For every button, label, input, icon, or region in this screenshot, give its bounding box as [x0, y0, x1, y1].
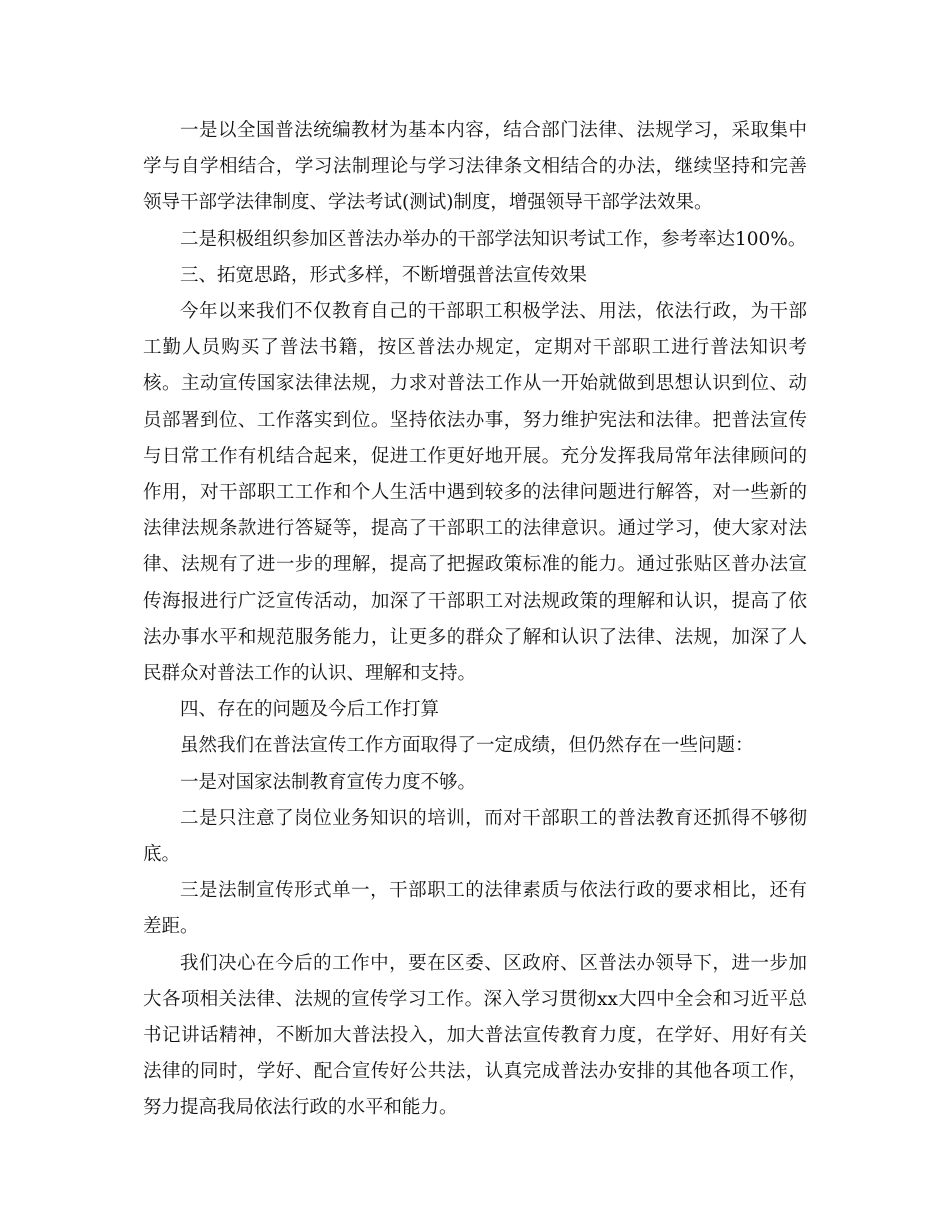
document-body: [143, 113, 807, 1127]
paragraph-future-plan: 我们决心在今后的工作中，要在区委、区政府、区普法办领导下，进一步加大各项相关法律、法规的宣传学习工作。深入学习贯彻xx大四中全会和习近平总书记讲话精神，不断加大普法投入，加大普法宣传教育力度，在学好、用好有关法律的同时，学好、配合宣传好公共法，认真完成普法办安排的其他各项工作，努力提高我局依法行政的水平和能力。: [143, 952, 807, 1119]
paragraph-exam-participation: 二是积极组织参加区普法办举办的干部学法知识考试工作，参考率达100%。: [180, 228, 807, 250]
paragraph-problem-2: 二是只注意了岗位业务知识的培训，而对干部职工的普法教育还抓得不够彻底。: [143, 807, 807, 866]
section-heading-4: 四、存在的问题及今后工作打算: [180, 699, 440, 721]
paragraph-problem-1: 一是对国家法制教育宣传力度不够。: [180, 771, 477, 793]
paragraph-study-method: 一是以全国普法统编教材为基本内容，结合部门法律、法规学习，采取集中学与自学相结合，学习法制理论与学习法律条文相结合的办法，继续坚持和完善领导干部学法律制度、学法考试(测试)制度，增强领导干部学法效果。: [143, 120, 807, 214]
section-heading-3: 三、拓宽思路，形式多样，不断增强普法宣传效果: [180, 264, 588, 286]
paragraph-problems-intro: 虽然我们在普法宣传工作方面取得了一定成绩，但仍然存在一些问题：: [180, 735, 754, 757]
paragraph-problem-3: 三是法制宣传形式单一，干部职工的法律素质与依法行政的要求相比，还有差距。: [143, 880, 807, 938]
paragraph-publicity-work: 今年以来我们不仅教育自己的干部职工积极学法、用法，依法行政，为干部工勤人员购买了普法书籍，按区普法办规定，定期对干部职工进行普法知识考核。主动宣传国家法律法规，力求对普法工作从一开始就做到思想认识到位、动员部署到位、工作落实到位。坚持依法办事，努力维护宪法和法律。把普法宣传与日常工作有机结合起来，促进工作更好地开展。充分发挥我局常年法律顾问的作用，对干部职工工作和个人生活中遇到较多的法律问题进行解答，对一些新的法律法规条款进行答疑等，提高了干部职工的法律意识。通过学习，使大家对法律、法规有了进一步的理解，提高了把握政策标准的能力。通过张贴区普办法宣传海报进行广泛宣传活动，加深了干部职工对法规政策的理解和认识，提高了依法办事水平和规范服务能力，让更多的群众了解和认识了法律、法规，加深了人民群众对普法工作的认识、理解和支持。: [143, 301, 807, 685]
